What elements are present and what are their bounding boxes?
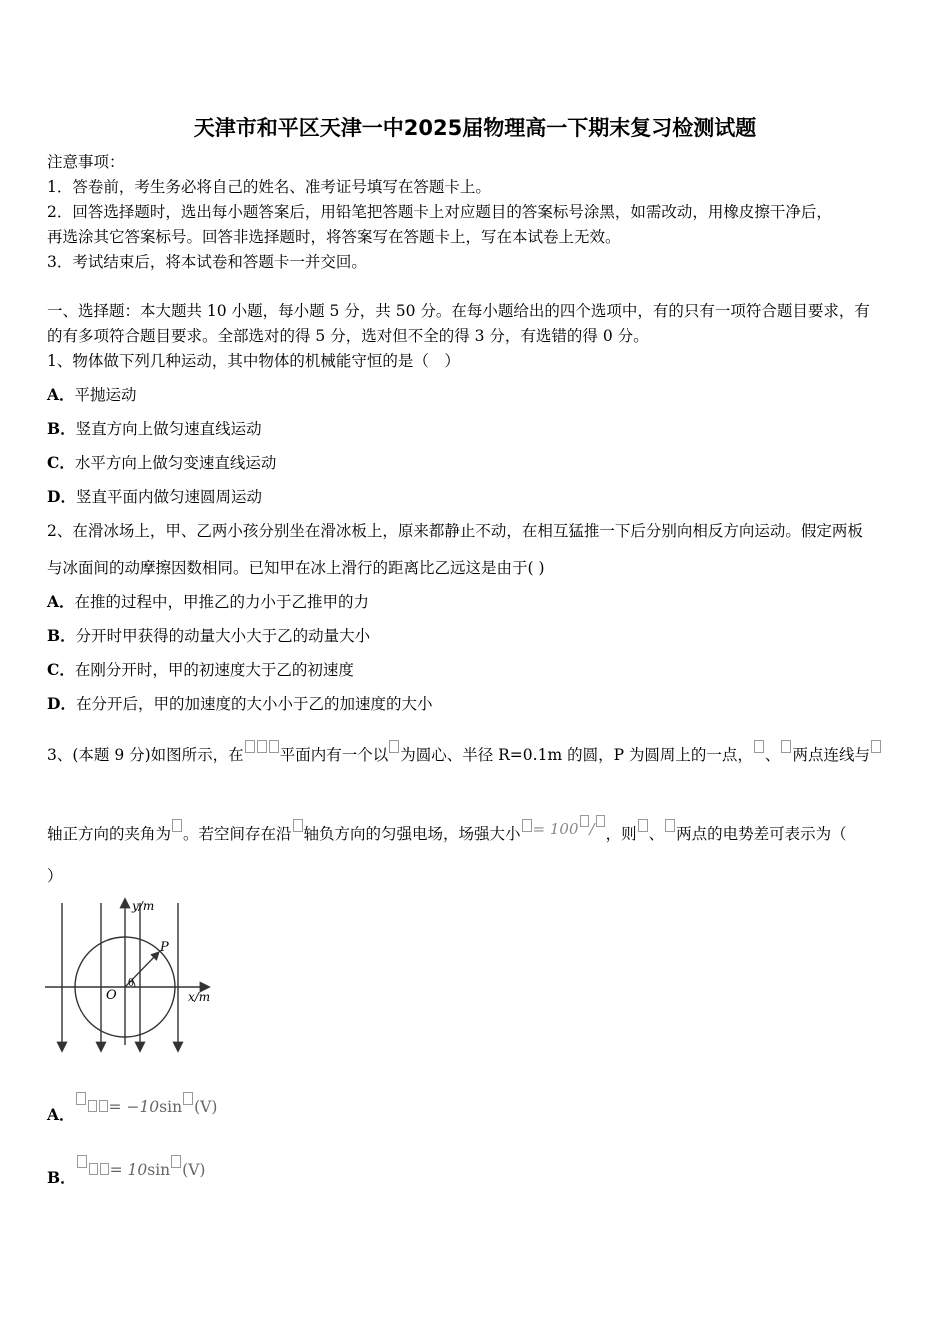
q3-text: 轴负方向的匀强电场，场强大小 [303, 825, 521, 843]
option-formula: = 10sin (V) [76, 1161, 206, 1179]
q3-stem-1 [47, 740, 882, 765]
point-p-label: P [160, 940, 169, 955]
option-letter: A． [47, 592, 75, 611]
option-text: 竖直方向上做匀速直线运动 [75, 420, 262, 438]
q3-option-a [47, 1092, 217, 1125]
missing-glyph-icon [522, 819, 532, 832]
missing-glyph-icon [99, 1100, 108, 1112]
notice-item-3: 3．考试结束后，将本试卷和答题卡一并交回。 [47, 253, 367, 271]
option-text: 在推的过程中，甲推乙的力小于乙推甲的力 [74, 593, 370, 611]
y-axis-label: y/m [132, 899, 155, 913]
exam-title: 天津市和平区天津一中2025届物理高一下期末复习检测试题 [193, 116, 757, 140]
option-text: 分开时甲获得的动量大小大于乙的动量大小 [75, 627, 371, 645]
field-strength-value: = 100 / [533, 820, 606, 838]
q3-text: 、 [764, 746, 781, 764]
q2-option-d [47, 694, 432, 714]
q3-text: 。若空间存在沿 [183, 825, 292, 843]
q3-text: 3、(本题 9 分)如图所示，在 [47, 746, 244, 764]
q1-option-c [47, 453, 276, 473]
missing-glyph-icon [596, 815, 605, 827]
q2-stem-1: 2、在滑冰场上，甲、乙两小孩分别坐在滑冰板上，原来都静止不动，在相互猛推一下后分别向相反方向运动。假定两板 [47, 522, 863, 540]
option-letter: D． [47, 487, 76, 506]
q3-stem-3: ） [47, 867, 63, 885]
option-letter: B． [47, 1168, 76, 1187]
option-letter: C． [47, 660, 75, 679]
q3-option-b [47, 1155, 205, 1188]
q3-text: 为圆心、半径 R=0.1m 的圆，P 为圆周上的一点， [400, 746, 753, 764]
option-formula: = −10sin (V) [75, 1098, 218, 1116]
missing-glyph-icon [781, 740, 791, 753]
q1-option-b [47, 419, 262, 439]
missing-glyph-icon [172, 819, 182, 832]
missing-glyph-icon [76, 1092, 86, 1105]
q2-option-c [47, 660, 354, 680]
missing-glyph-icon [183, 1092, 193, 1105]
option-letter: B． [47, 626, 76, 645]
q2-stem-2: 与冰面间的动摩擦因数相同。已知甲在冰上滑行的距离比乙远这是由于( ) [47, 559, 545, 577]
section1-intro-1: 一、选择题：本大题共 10 小题，每小题 5 分，共 50 分。在每小题给出的四个选项中，有的只有一项符合题目要求，有 [47, 302, 870, 320]
missing-glyph-icon [638, 819, 648, 832]
missing-glyph-icon [580, 815, 589, 827]
q3-text: 平面内有一个以 [279, 746, 389, 764]
q3-text: 两点连线与 [792, 746, 870, 764]
missing-glyph-icon [77, 1155, 87, 1168]
q3-stem-2 [47, 815, 847, 844]
q3-text: 、 [648, 825, 665, 843]
notice-heading: 注意事项： [47, 153, 125, 171]
q2-option-a [47, 592, 369, 612]
option-text: 平抛运动 [74, 386, 137, 404]
missing-glyph-icon [100, 1163, 109, 1175]
missing-glyph-icon [293, 819, 303, 832]
option-letter: C． [47, 453, 75, 472]
missing-glyph-icon [269, 740, 279, 753]
q3-text: 轴正方向的夹角为 [47, 825, 172, 843]
notice-item-2: 2．回答选择题时，选出每小题答案后，用铅笔把答题卡上对应题目的答案标号涂黑，如需改动，用橡皮擦干净后， [47, 203, 832, 221]
notice-item-1: 1．答卷前，考生务必将自己的姓名、准考证号填写在答题卡上。 [47, 178, 491, 196]
option-text: 竖直平面内做匀速圆周运动 [75, 488, 262, 506]
missing-glyph-icon [389, 740, 399, 753]
electric-field-figure [40, 895, 220, 1060]
missing-glyph-icon [89, 1163, 98, 1175]
q2-option-b [47, 626, 370, 646]
option-letter: B． [47, 419, 76, 438]
missing-glyph-icon [257, 740, 267, 753]
option-letter: D． [47, 694, 76, 713]
missing-glyph-icon [171, 1155, 181, 1168]
q3-text: ，则 [605, 825, 637, 843]
origin-label: O [106, 988, 117, 1003]
missing-glyph-icon [665, 819, 675, 832]
option-letter: A． [47, 385, 75, 404]
x-axis-label: x/m [188, 990, 211, 1004]
missing-glyph-icon [871, 740, 881, 753]
section1-intro-2: 的有多项符合题目要求。全部选对的得 5 分，选对但不全的得 3 分，有选错的得 0 分。 [47, 327, 649, 345]
q1-stem: 1、物体做下列几种运动，其中物体的机械能守恒的是（ ） [47, 352, 460, 370]
option-letter: A． [47, 1105, 75, 1124]
notice-item-2-cont: 再选涂其它答案标号。回答非选择题时，将答案写在答题卡上，写在本试卷上无效。 [47, 228, 621, 246]
missing-glyph-icon [88, 1100, 97, 1112]
q1-option-a [47, 385, 137, 405]
missing-glyph-icon [754, 740, 764, 753]
option-text: 在分开后，甲的加速度的大小小于乙的加速度的大小 [75, 695, 433, 713]
missing-glyph-icon [245, 740, 255, 753]
option-text: 在刚分开时，甲的初速度大于乙的初速度 [74, 661, 354, 679]
q3-text: 两点的电势差可表示为（ [676, 825, 847, 843]
theta-label: θ [128, 978, 135, 989]
q1-option-d [47, 487, 262, 507]
option-text: 水平方向上做匀变速直线运动 [74, 454, 277, 472]
